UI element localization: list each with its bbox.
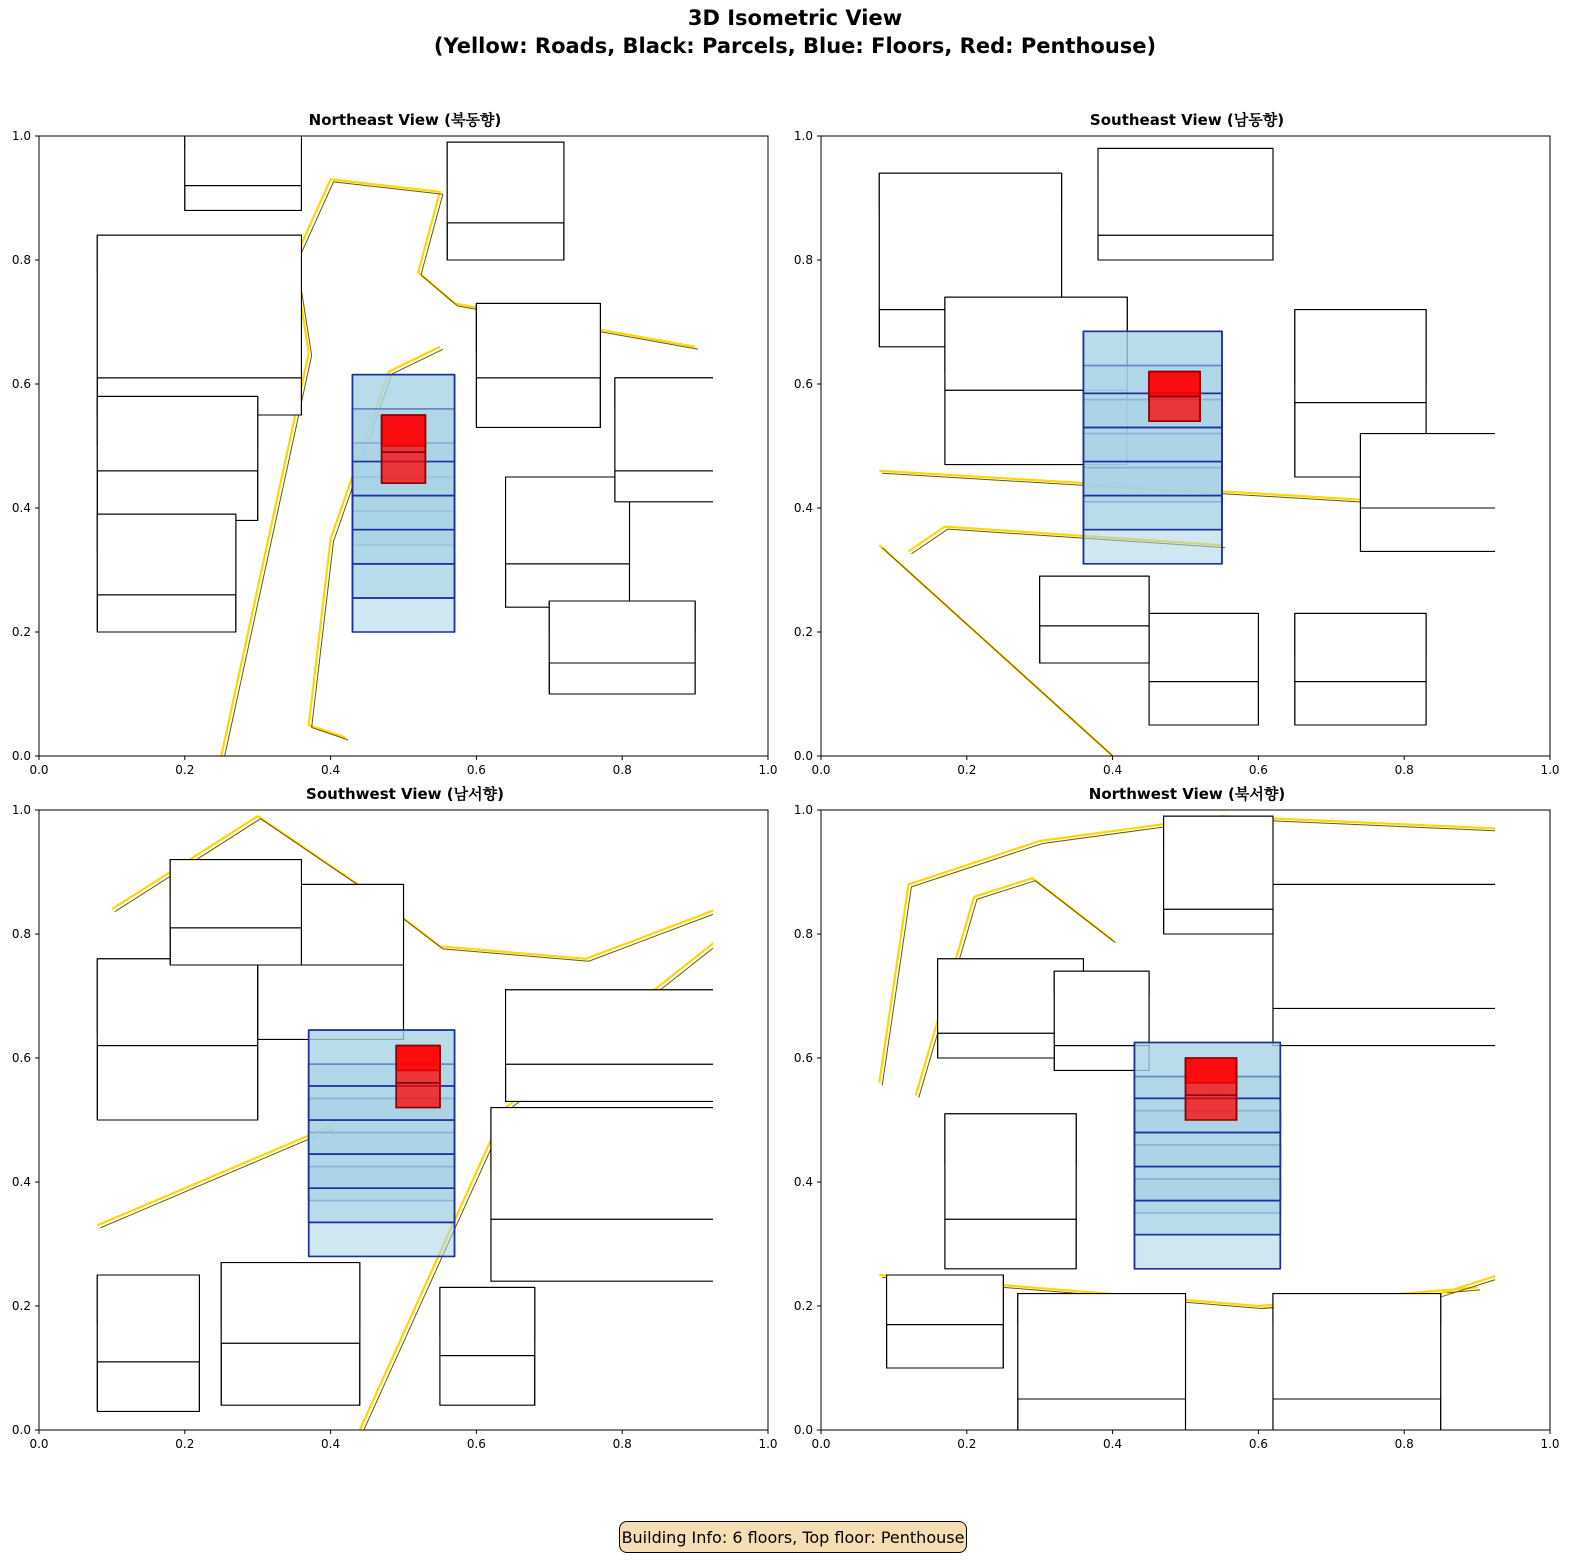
panel-southeast-view bbox=[782, 110, 1560, 790]
penthouse-block-roof bbox=[1149, 372, 1200, 397]
penthouse-block-face bbox=[382, 452, 426, 483]
parcel-building-roof bbox=[549, 601, 695, 663]
y-tick-label: 0.6 bbox=[793, 1051, 813, 1065]
parcel-building-face bbox=[97, 595, 236, 632]
parcel-building-face bbox=[506, 1064, 717, 1101]
parcel-building-roof bbox=[97, 235, 301, 378]
floor-4-face bbox=[309, 1120, 455, 1154]
penthouse-block-face bbox=[1149, 396, 1200, 421]
penthouse-block-roof bbox=[396, 1046, 440, 1083]
y-tick-label: 0.0 bbox=[11, 749, 31, 763]
floor-4-face bbox=[1083, 427, 1222, 461]
building-floors bbox=[352, 375, 454, 632]
building-floors bbox=[1083, 331, 1222, 564]
parcel-building-face bbox=[887, 1325, 1004, 1368]
parcel-building-face bbox=[1098, 235, 1273, 260]
panel-northwest-view bbox=[782, 784, 1560, 1464]
floor-1-face bbox=[352, 598, 454, 632]
parcel-building-roof bbox=[945, 1114, 1076, 1219]
x-tick-label: 0.8 bbox=[612, 1437, 632, 1451]
x-tick-label: 0.4 bbox=[1103, 1437, 1123, 1451]
parcel-building-face bbox=[185, 186, 302, 211]
y-tick-label: 1.0 bbox=[793, 803, 813, 817]
x-tick-label: 0.0 bbox=[29, 1437, 49, 1451]
figure-title-line1: 3D Isometric View bbox=[687, 6, 903, 30]
parcel-building-roof bbox=[1273, 884, 1499, 1008]
parcel-building-face bbox=[945, 1219, 1076, 1269]
parcel-building-face bbox=[1273, 1008, 1499, 1045]
parcel-building-roof bbox=[170, 860, 301, 928]
parcel-building-roof bbox=[447, 142, 564, 223]
parcel-building-face bbox=[1360, 508, 1499, 551]
x-tick-label: 0.8 bbox=[612, 763, 632, 777]
floor-1-face bbox=[1083, 530, 1222, 564]
y-tick-label: 0.6 bbox=[11, 377, 31, 391]
parcel-building-face bbox=[1273, 1399, 1441, 1430]
floor-4-face bbox=[352, 496, 454, 530]
parcel-building-roof bbox=[1149, 613, 1258, 681]
parcel-building-face bbox=[440, 1356, 535, 1406]
parcel-building-roof bbox=[1054, 971, 1149, 1045]
x-tick-label: 0.0 bbox=[811, 1437, 831, 1451]
parcel-building-roof bbox=[97, 1275, 199, 1362]
floor-2-face bbox=[309, 1188, 455, 1222]
x-tick-label: 0.2 bbox=[957, 763, 977, 777]
x-tick-label: 0.6 bbox=[1248, 763, 1268, 777]
x-tick-label: 0.4 bbox=[321, 1437, 341, 1451]
parcel-building-roof bbox=[97, 514, 236, 595]
parcel-building-roof bbox=[491, 1108, 717, 1220]
x-tick-label: 1.0 bbox=[758, 763, 778, 777]
parcel-building-roof bbox=[221, 1263, 360, 1344]
x-tick-label: 0.0 bbox=[811, 763, 831, 777]
penthouse bbox=[1149, 372, 1200, 422]
penthouse bbox=[1186, 1058, 1237, 1120]
parcel-building-roof bbox=[476, 303, 600, 377]
isometric-plot bbox=[0, 784, 780, 1464]
x-tick-label: 0.6 bbox=[1248, 1437, 1268, 1451]
parcel-building-roof bbox=[440, 1287, 535, 1355]
parcel-building-roof bbox=[1098, 148, 1273, 235]
y-tick-label: 0.0 bbox=[11, 1423, 31, 1437]
parcel-building-roof bbox=[1273, 1294, 1441, 1399]
scene bbox=[93, 810, 720, 1432]
y-tick-label: 0.4 bbox=[793, 1175, 813, 1189]
parcel-building-face bbox=[1164, 909, 1273, 934]
parcel-building-face bbox=[170, 928, 301, 965]
parcel-building-face bbox=[221, 1343, 360, 1405]
floor-3-face bbox=[1134, 1167, 1280, 1201]
x-tick-label: 0.2 bbox=[957, 1437, 977, 1451]
panel-title: Northeast View (북동향) bbox=[308, 111, 502, 129]
panel-title: Northwest View (북서향) bbox=[1088, 785, 1286, 803]
parcel-building-face bbox=[258, 965, 404, 1039]
floor-2-face bbox=[1083, 496, 1222, 530]
parcel-building-roof bbox=[887, 1275, 1004, 1325]
floor-3-face bbox=[352, 530, 454, 564]
y-tick-label: 0.6 bbox=[11, 1051, 31, 1065]
y-tick-label: 0.0 bbox=[793, 1423, 813, 1437]
parcel-building-face bbox=[97, 471, 257, 521]
y-tick-label: 0.0 bbox=[793, 749, 813, 763]
parcel-building-roof bbox=[506, 990, 717, 1064]
y-tick-label: 0.8 bbox=[11, 927, 31, 941]
parcel-building-face bbox=[97, 1046, 257, 1120]
x-tick-label: 0.6 bbox=[466, 763, 486, 777]
x-tick-label: 0.8 bbox=[1394, 1437, 1414, 1451]
panel-title: Southeast View (남동향) bbox=[1089, 111, 1285, 129]
parcel-building-face bbox=[1149, 682, 1258, 725]
isometric-plot bbox=[782, 784, 1562, 1464]
y-tick-label: 1.0 bbox=[793, 129, 813, 143]
panel-title: Southwest View (남서향) bbox=[306, 785, 504, 803]
scene bbox=[875, 136, 1502, 758]
x-tick-label: 0.4 bbox=[321, 763, 341, 777]
parcel-building-face bbox=[491, 1219, 717, 1281]
parcel-building-face bbox=[1295, 682, 1426, 725]
x-tick-label: 0.0 bbox=[29, 763, 49, 777]
parcel-building-face bbox=[1040, 626, 1149, 663]
x-tick-label: 0.6 bbox=[466, 1437, 486, 1451]
y-tick-label: 1.0 bbox=[11, 129, 31, 143]
parcel-building-roof bbox=[506, 477, 630, 564]
y-tick-label: 0.4 bbox=[11, 1175, 31, 1189]
floor-2-face bbox=[352, 564, 454, 598]
y-tick-label: 0.4 bbox=[11, 501, 31, 515]
building-info-box: Building Info: 6 floors, Top floor: Penthouse bbox=[619, 1521, 967, 1553]
floor-3-face bbox=[1083, 462, 1222, 496]
y-tick-label: 1.0 bbox=[11, 803, 31, 817]
parcel-building-roof bbox=[1018, 1294, 1186, 1399]
parcel-building-roof bbox=[97, 396, 257, 470]
isometric-plot bbox=[0, 110, 780, 790]
parcel-building-roof bbox=[1164, 816, 1273, 909]
y-tick-label: 0.8 bbox=[11, 253, 31, 267]
parcel-building-roof bbox=[615, 378, 717, 471]
y-tick-label: 0.8 bbox=[793, 927, 813, 941]
y-tick-label: 0.6 bbox=[793, 377, 813, 391]
parcel-building-face bbox=[476, 378, 600, 428]
parcel-building-roof bbox=[879, 173, 1061, 309]
y-tick-label: 0.2 bbox=[11, 625, 31, 639]
x-tick-label: 0.2 bbox=[175, 1437, 195, 1451]
y-tick-label: 0.2 bbox=[793, 1299, 813, 1313]
figure-title-line2: (Yellow: Roads, Black: Parcels, Blue: Floors, Red: Penthouse) bbox=[433, 34, 1157, 58]
floor-1-face bbox=[309, 1222, 455, 1256]
penthouse-block-face bbox=[396, 1083, 440, 1108]
parcel-building-roof bbox=[1040, 576, 1149, 626]
parcel-building-face bbox=[1018, 1399, 1186, 1430]
x-tick-label: 0.8 bbox=[1394, 763, 1414, 777]
x-tick-label: 0.4 bbox=[1103, 763, 1123, 777]
penthouse bbox=[382, 415, 426, 483]
x-tick-label: 1.0 bbox=[1540, 1437, 1560, 1451]
scene bbox=[93, 124, 717, 759]
parcel-building-roof bbox=[97, 959, 257, 1046]
floor-1-face bbox=[1134, 1235, 1280, 1269]
x-tick-label: 0.2 bbox=[175, 763, 195, 777]
parcel-building-roof bbox=[1360, 434, 1499, 508]
floor-2-face bbox=[1134, 1201, 1280, 1235]
floor-4-face bbox=[1134, 1132, 1280, 1166]
x-tick-label: 1.0 bbox=[1540, 763, 1560, 777]
parcel-building-roof bbox=[185, 124, 302, 186]
parcel-building-roof bbox=[1295, 613, 1426, 681]
figure-title bbox=[0, 4, 1590, 60]
panel-southwest-view bbox=[0, 784, 778, 1464]
penthouse-block-roof bbox=[1186, 1058, 1237, 1095]
y-tick-label: 0.4 bbox=[793, 501, 813, 515]
y-tick-label: 0.8 bbox=[793, 253, 813, 267]
penthouse-block-roof bbox=[382, 415, 426, 452]
y-tick-label: 0.2 bbox=[11, 1299, 31, 1313]
parcel-building-roof bbox=[1295, 310, 1426, 403]
parcel-building-face bbox=[615, 471, 717, 502]
parcel-building-face bbox=[549, 663, 695, 694]
parcel-building-face bbox=[97, 1362, 199, 1412]
isometric-plot bbox=[782, 110, 1562, 790]
y-tick-label: 0.2 bbox=[793, 625, 813, 639]
parcel-building-face bbox=[447, 223, 564, 260]
penthouse-block-face bbox=[1186, 1095, 1237, 1120]
penthouse bbox=[396, 1046, 440, 1108]
panel-northeast-view bbox=[0, 110, 778, 790]
scene bbox=[875, 810, 1502, 1430]
floor-3-face bbox=[309, 1154, 455, 1188]
x-tick-label: 1.0 bbox=[758, 1437, 778, 1451]
